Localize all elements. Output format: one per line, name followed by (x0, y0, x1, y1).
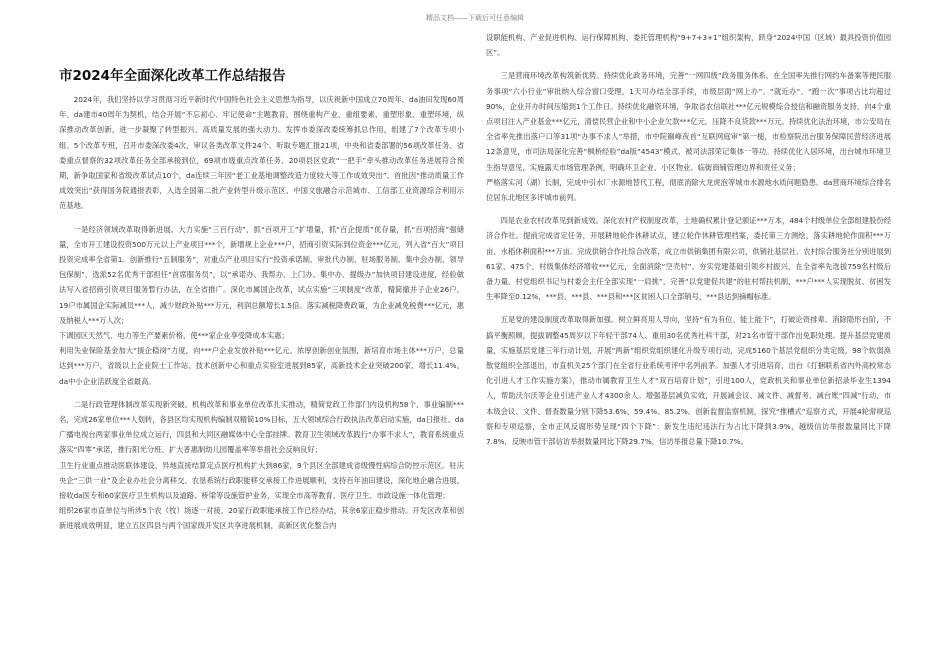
document-title: 市2024年全面深化改革工作总结报告 (59, 68, 286, 84)
page-header: 精品文档——下载后可任意编辑 (426, 14, 524, 22)
paragraph-gap (486, 60, 891, 68)
paragraph: 下调园区天然气、电力等生产要素价格，使***家企业享受降成本实惠； (59, 331, 289, 341)
left-column (59, 64, 464, 534)
left-body (59, 92, 464, 534)
paragraph: 四是农业农村改革见到新成效。深化农村产权制度改革，土地确权累计登记颁证***万本，484个村级单位全部组建股份经济合作社。提前完成省定任务，开展耕地轮作休耕试点，建立轮作休耕管理档案，委托第三方测绘，落实耕地轮作面积***万亩、水稻休耕面积***万亩。完成供销合作社综合改革，成立市供销集团有限公司，供销社基层社、农村综合服务社分别进展到61家、475个，村级集体经济增收***亿元，全面消除“空壳村”。夯实党建基础引领乡村振兴，在全省率先选拔759名村级后备力量，村党组织书记与村委会主任全部实现“一肩挑”，完善“以党建促共建”的驻村帮扶机制，***户***人实现脱贫、贫困发生率降至0.12%，***县、***县、***县和***区贫困人口全部销号，***县达到摘帽标准。 (486, 216, 891, 302)
paragraph: 严格落实河（湖）长制，完成中引水厂水源地替代工程，彻底消除大龙虎泡等城市水源地水质问题隐患。da营商环境综合排名位居东北地区多评城市前列。 (486, 177, 891, 203)
paragraph: 2024年，我们坚持以学习贯彻习近平新时代中国特色社会主义思想为指导，以庆祝新中国成立70周年、da油田发现60周年、da建市40周年为契机，结合开展“不忘初心、牢记使命”主题教育，围绕重构产业、重组要素、重塑形象、重塑环境，纵深推动改革创新，进一步凝聚了转型振兴、高质量发展的强大动力。发挥市委深改委统筹抓总作用，组建了7个改革专项小组、5个改革专班，召开市委深改委4次、审议各类改革文件24个、听取专题汇报21项，中央和省委部署的56项改革任务、省委重点督察的32项改革任务全部承接到位，69项市级重点改革任务、20项县区党政“一把手”牵头推动改革任务进展符合预期，新争取国家和省级改革试点10个，da连续三年因“老工业基地调整改造力度较大等工作成效突出”、首批因“推动质量工作成效突出”获得国务院通报表彰，入选全国第二批产业转型升级示范区、中国文旅融合示范城市、工信部工业资源综合利用示范基地。 (59, 95, 464, 211)
paragraph: 卫生行业重点推动医联体建设，异地直接结算定点医疗机构扩大到86家，9个县区全部建成省级慢性病综合防控示范区。驻庆央企“三供一业”及企业办社会分离移交、农垦系统行政职能移交承接工作进展顺利，支持百年油田建设，深化地企融合进展，接收da医专和60家医疗卫生机构以及道路、桥梁等设施管护业务，实现全市高等教育、医疗卫生、市政设施一体化管理； (59, 460, 464, 501)
paragraph: 利用失业保险基金加大“援企稳岗”力度，向***户企业发放补贴***亿元。浓厚创新创业氛围，新培育市场主体***万户，总量达到***万户，省级以上企业院士工作站、技术创新中心和重点实验室进展到85家，高新技术企业突破200家、增长11.4%，da中小企业活跃度全省最高。 (59, 346, 464, 386)
paragraph: 三是营商环境改革构筑新优势。持续优化政务环境，完善“一网四级”政务服务体系，在全国率先推行网约车备案等便民服务事项“六小行业”审批纳入综合窗口受理，1天可办结全部手续，市级层面“网上办”、“就近办”、“跑一次”事项占比均超过90%，企业开办时间压缩到1个工作日。持续优化融资环境，争取省农信联社***亿元规模综合授信和融资服务支持，向4个重点项目注入产业基金***亿元，清偿民营企业和中小企业欠款***亿元，压降不良贷款***万元。持续优化法治环境，市公安局在全省率先推出落户口等31项“办事不求人”举措，市中院巅峰夜首“互联网庭审”第一槌，市检察院出台服务保障民营经济进展12条意见，市司法局深化完善“枫桥经验”da版“4543”模式、被司法部荣记集体一等功。持续优化人居环境，出台城市环境卫生指导意见，实施露天市场管理条例，明确环卫企业、小区物业、临街商铺管理边界和责任义务； (486, 71, 891, 172)
paragraph-gap (59, 214, 464, 222)
paragraph: 一是经济领域改革取得新进展。大力实施“三百行动”，抓“百项开工”扩增量，抓“百企提质”优存量，抓“百项招商”强储量，全市开工建设投资500万元以上产业项目***个，新增规上企业***户，招商引资实际到位资金***亿元，列入省“百大”项目投资完成率全省第1。创新推行“五制服务”，对重点产业项目实行“投资承诺制、审批代办制、驻场服务制、集中会办制、领导包保制”，选派52名优秀干部担任“首席服务员”，以“承诺办、我帮办、上门办、集中办、提级办”加快项目建设进度，经验做法写入省招商引资项目服务暂行办法，在全省推广。深化市属国企改革，试点实施“三项制度”改革，精简撤并子企业26户，19户市属国企实际减员***人，减少财政补贴***万元，利润总额增长1.5倍。落实减税降费政策，为企业减免税费***亿元，惠及纳税人***万人次； (59, 224, 464, 325)
paragraph: 五是党的建设制度改革取得新加强。树立鲜亮用人导向，坚持“有为有位、能上能下”，打破论资排辈、消除隐形台阶，不搞平衡照顾，提拔调整45周岁以下年轻干部74人、重用30名优秀社科干部，对21名市管干部作出免职处理。提升基层党建质量，实施基层党建三年行动计划，开展“两新”组织党组织建化升级专项行动，完成5160个基层党组织分类定级，98个软弱涣散党组织全部退出，市直机关25个部门在全省行业系统考评中名列前茅。加强人才引进培育，出台《打捆联系省内外高校常态化引进人才工作实施方案》，推动市属教育卫生人才“双百培育计划”，引进100人，党政机关和事业单位新招录毕业生1394人，帮助沃尔沃等企业引进产业人才4300余人。增强基层减负实效，开展减会议、减文件、减督考、减台账“四减”行动，市本级会议、文件、督查数量分别下降53.6%、59.4%、85.2%。创新监督监察机制，探究“推槽式”巡察方式，开展4轮常规巡察和专项巡察，全市正风反腐形势呈现“四个下降”：新发生违纪违法行为占比下降到3.9%，越级信访举报数量同比下降7.8%，反映市管干部信访举报数量同比下降29.7%，信访举报总量下降10.7%。 (486, 315, 891, 447)
paragraph-gap (486, 304, 891, 312)
right-body (486, 30, 891, 449)
paragraph: 组织26家市直单位与所涉5个农（牧）场逐一对接，20家行政职能承接工作已经办结，其余6家正稳步推动。开发区改革和创新进展成效明显，建立五区四县与两个国家级开发区共享进展机制，高新区优化整合内 (59, 506, 464, 531)
paragraph-gap (486, 205, 891, 213)
right-column (486, 30, 891, 449)
paragraph: 二是行政管理体制改革实现新突破。机构改革和事业单位改革扎实推动，精简党政工作部门内设机构58个、事业编制***名，完成26家单位***人划转，各县区均实现机构编制双精简10%目标，五大领域综合行政执法改革启动实施，da日报社、da广播电视台两家事业单位成立运行，四县和大同区融媒体中心全部挂牌。教育卫生领域改革践行“办事不求人”，教育系统重点落实“四零”承诺，推行阳光分班、扩大普惠制幼儿园覆盖率等举措社会反响良好； (59, 399, 464, 455)
paragraph-gap (59, 389, 464, 397)
paragraph: 设职能机构、产业促进机构、运行保障机构、委托管理机构“9+7+3+1”组织架构，跻身“2024中国（区域）最具投资价值园区”。 (486, 33, 891, 58)
